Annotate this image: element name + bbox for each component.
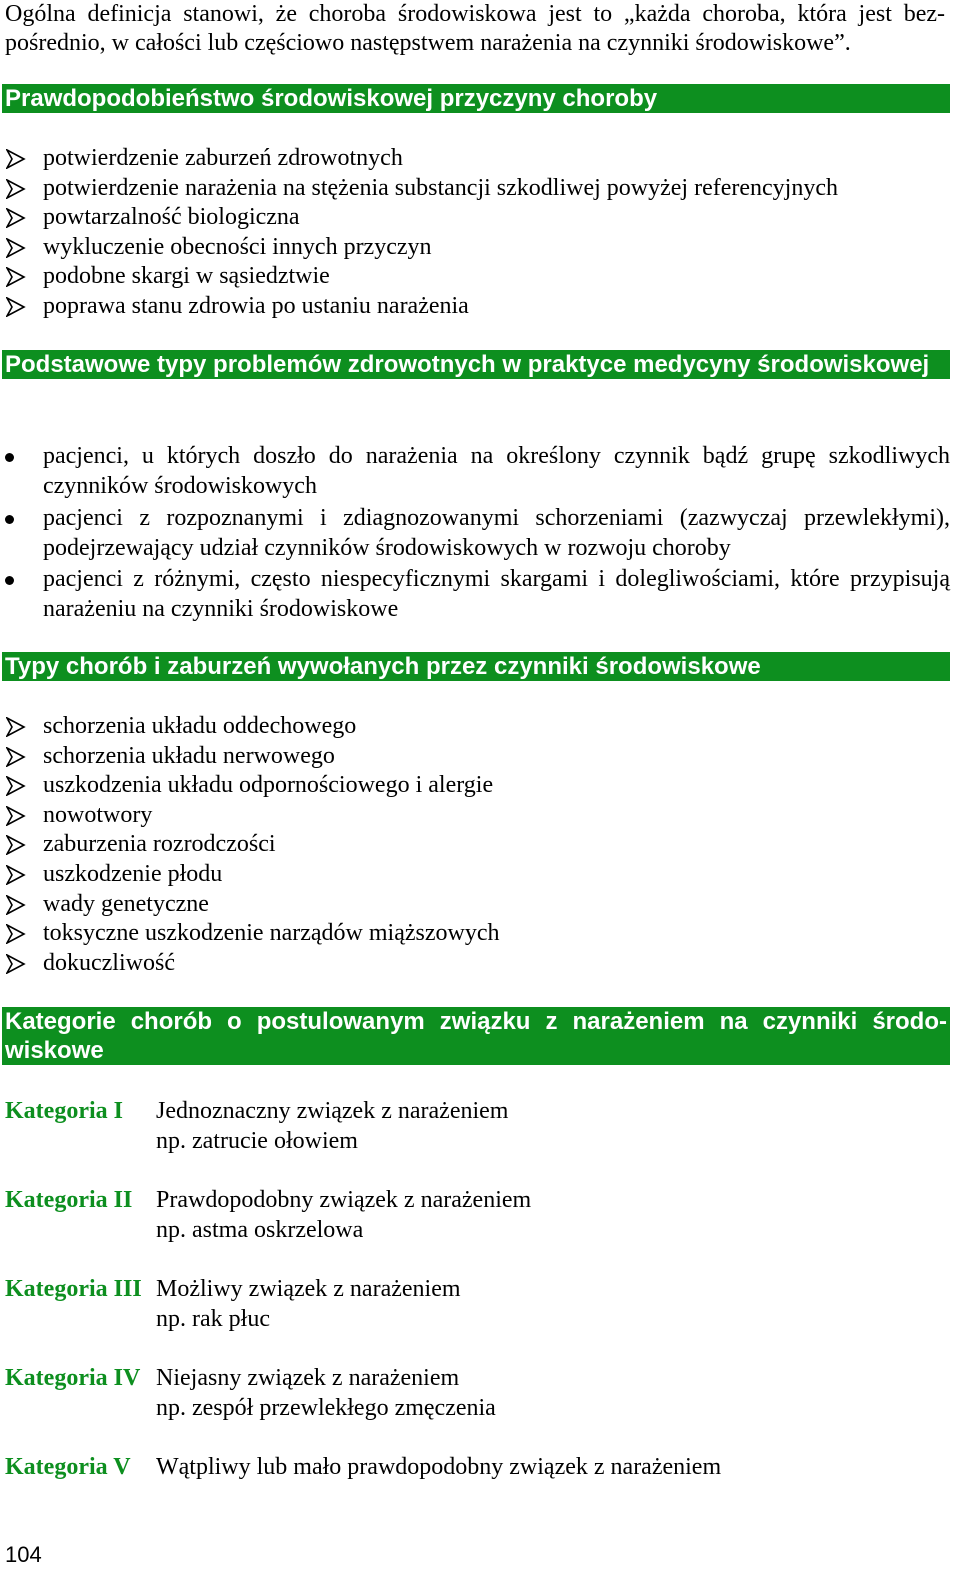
category-entry-4 xyxy=(5,1363,945,1423)
list-item-text: podobne skargi w sąsiedztwie xyxy=(43,263,330,290)
category-label: Kategoria II xyxy=(5,1187,133,1213)
section-heading-problem-types: Podstawowe typy problemów zdrowotnych w praktyce medycyny środowiskowej xyxy=(2,350,950,379)
category-description: Możliwy związek z narażeniem xyxy=(156,1276,461,1302)
category-entry-5 xyxy=(5,1452,945,1482)
probability-criteria-list xyxy=(0,144,950,322)
list-item xyxy=(0,742,950,772)
list-item-text: poprawa stanu zdrowia po ustaniu narażenia xyxy=(43,292,469,319)
arrowhead-bullet-icon xyxy=(6,149,26,169)
section-heading-disease-types: Typy chorób i zaburzeń wywołanych przez czynniki środowiskowe xyxy=(2,652,950,681)
list-item xyxy=(0,771,950,801)
category-description: Wątpliwy lub mało prawdopodobny związek z narażeniem xyxy=(156,1454,722,1480)
category-example: np. astma oskrzelowa xyxy=(156,1217,364,1243)
list-item-text: schorzenia układu oddechowego xyxy=(43,713,357,739)
list-item xyxy=(0,203,950,233)
arrowhead-bullet-icon xyxy=(6,865,26,885)
list-item xyxy=(0,949,950,979)
list-item-text: pacjenci z rozpoznanymi i zdiagnozowanymi schorzeniami (zazwyczaj przewlekłymi), podejrzewający udział czynników środowiskowych w rozwoju choroby xyxy=(43,504,950,561)
list-item xyxy=(0,503,950,563)
category-entry-2 xyxy=(5,1185,945,1245)
list-item xyxy=(0,890,950,920)
list-item xyxy=(0,292,950,322)
category-label: Kategoria IV xyxy=(5,1365,141,1391)
list-item xyxy=(0,919,950,949)
disease-types-list xyxy=(0,712,950,978)
intro-paragraph: Ogólna definicja stanowi, że choroba środowiskowa jest to „każda choroba, która jest bezpośrednio, w całości lub częściowo następstwem narażenia na czynniki środowiskowe”. xyxy=(5,1,945,56)
arrowhead-bullet-icon xyxy=(6,954,26,974)
arrowhead-bullet-icon xyxy=(6,717,26,737)
round-bullet-icon xyxy=(5,515,14,524)
arrowhead-bullet-icon xyxy=(6,297,26,317)
list-item-text: wady genetyczne xyxy=(43,890,209,917)
list-item xyxy=(0,801,950,831)
list-item xyxy=(0,174,950,204)
list-item-text: schorzenia układu nerwowego xyxy=(43,742,335,769)
list-item-text: potwierdzenie narażenia na stężenia substancji szkodliwej powyżej referencyjnych xyxy=(43,174,838,201)
list-item-text: powtarzalność biologiczna xyxy=(43,204,300,231)
section-heading-probability: Prawdopodobieństwo środowiskowej przyczyny choroby xyxy=(2,84,950,113)
list-item xyxy=(0,441,950,501)
list-item-text: uszkodzenia układu odpornościowego i alergie xyxy=(43,772,494,799)
arrowhead-bullet-icon xyxy=(6,924,26,944)
arrowhead-bullet-icon xyxy=(6,267,26,287)
arrowhead-bullet-icon xyxy=(6,806,26,826)
round-bullet-icon xyxy=(5,453,14,462)
arrowhead-bullet-icon xyxy=(6,776,26,796)
category-entry-1 xyxy=(5,1096,945,1156)
list-item-text: zaburzenia rozrodczości xyxy=(43,831,276,858)
category-example: np. zatrucie ołowiem xyxy=(156,1128,358,1154)
list-item-text: potwierdzenie zaburzeń zdrowotnych xyxy=(43,145,403,171)
category-description: Prawdopodobny związek z narażeniem xyxy=(156,1187,532,1213)
category-label: Kategoria I xyxy=(5,1098,123,1124)
list-item xyxy=(0,712,950,742)
category-example: np. zespół przewlekłego zmęczenia xyxy=(156,1395,496,1421)
list-item-text: wykluczenie obecności innych przyczyn xyxy=(43,233,432,260)
arrowhead-bullet-icon xyxy=(6,747,26,767)
patient-types-list xyxy=(0,441,950,626)
arrowhead-bullet-icon xyxy=(6,895,26,915)
list-item xyxy=(0,262,950,292)
list-item-text: nowotwory xyxy=(43,801,153,828)
category-entry-3 xyxy=(5,1274,945,1334)
arrowhead-bullet-icon xyxy=(6,835,26,855)
category-example: np. rak płuc xyxy=(156,1306,270,1332)
list-item xyxy=(0,564,950,624)
arrowhead-bullet-icon xyxy=(6,208,26,228)
arrowhead-bullet-icon xyxy=(6,179,26,199)
list-item xyxy=(0,233,950,263)
arrowhead-bullet-icon xyxy=(6,238,26,258)
category-description: Niejasny związek z narażeniem xyxy=(156,1365,460,1391)
category-description: Jednoznaczny związek z narażeniem xyxy=(156,1098,509,1124)
list-item xyxy=(0,860,950,890)
list-item-text: dokuczliwość xyxy=(43,949,175,976)
category-label: Kategoria V xyxy=(5,1454,131,1480)
list-item-text: pacjenci, u których doszło do narażenia na określony czynnik bądź grupę szkodliwych czynników środowiskowych xyxy=(43,443,950,499)
list-item-text: pacjenci z różnymi, często niespecyficznymi skargami i dolegliwościami, które przypisują narażeniu na czynniki środowiskowe xyxy=(43,566,950,622)
list-item xyxy=(0,830,950,860)
page-number: 104 xyxy=(5,1542,42,1567)
category-label: Kategoria III xyxy=(5,1276,142,1302)
round-bullet-icon xyxy=(5,576,14,585)
list-item-text: toksyczne uszkodzenie narządów miąższowych xyxy=(43,920,500,947)
list-item xyxy=(0,144,950,174)
section-heading-categories: Kategorie chorób o postulowanym związku z narażeniem na czynniki środowiskowe xyxy=(2,1007,950,1065)
list-item-text: uszkodzenie płodu xyxy=(43,860,223,887)
